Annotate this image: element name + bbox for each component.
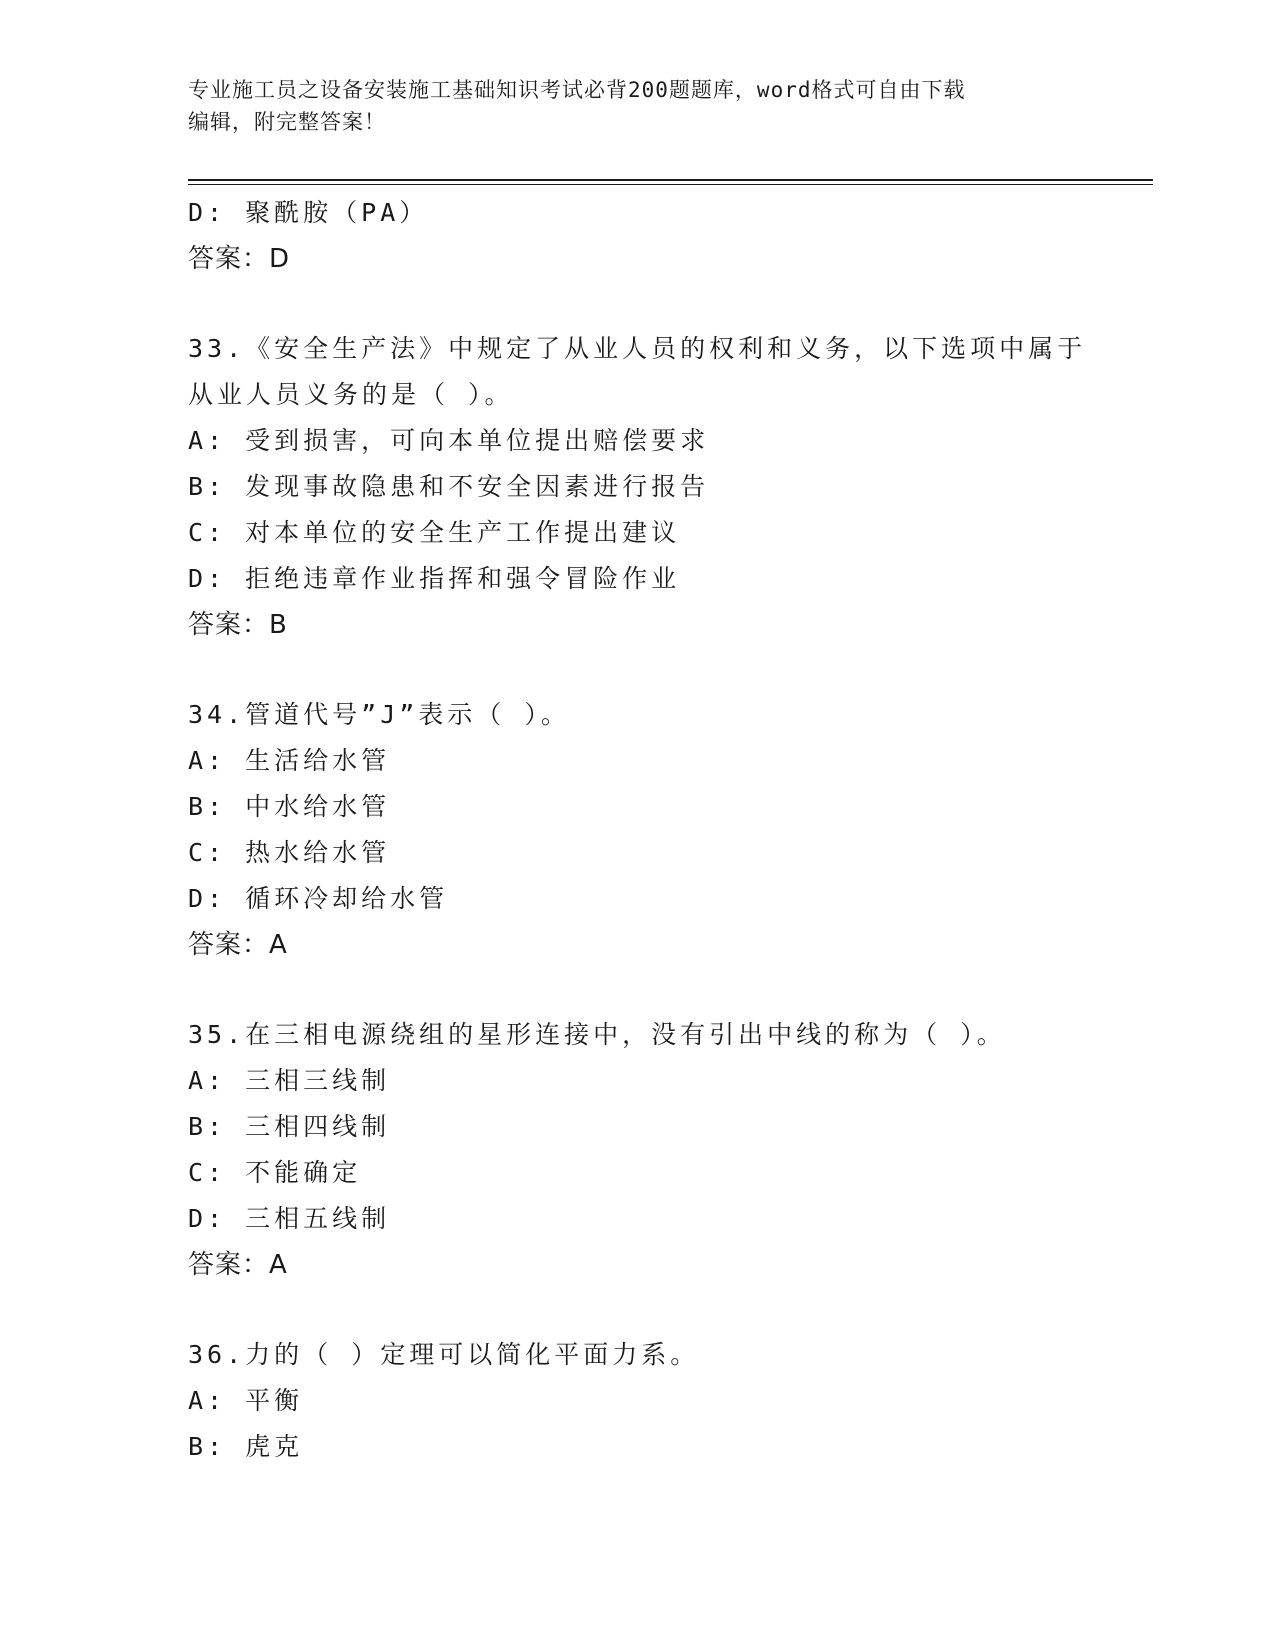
header-line-2: 编辑，附完整答案！ <box>188 110 386 134</box>
option-c: C: 不能确定 <box>188 1158 362 1187</box>
header-divider-thick <box>188 179 1153 181</box>
option-b: B: 发现事故隐患和不安全因素进行报告 <box>188 472 710 501</box>
option-a: A: 平衡 <box>188 1386 304 1415</box>
question-33 <box>188 326 1088 648</box>
question-text: 34.管道代号”J”表示（ ）。 <box>188 700 570 729</box>
option-c: C: 热水给水管 <box>188 838 391 867</box>
question-list <box>188 190 1088 1470</box>
question-text: 36.力的（ ）定理可以简化平面力系。 <box>188 1340 700 1369</box>
option-b: B: 三相四线制 <box>188 1112 391 1141</box>
option-d: D: 聚酰胺（PA） <box>188 198 429 227</box>
option-b: B: 中水给水管 <box>188 792 391 821</box>
lead-question-tail <box>188 190 1088 282</box>
option-d: D: 拒绝违章作业指挥和强令冒险作业 <box>188 564 681 593</box>
question-text: 35.在三相电源绕组的星形连接中，没有引出中线的称为（ ）。 <box>188 1020 1006 1049</box>
question-text: 33.《安全生产法》中规定了从业人员的权利和义务，以下选项中属于 <box>188 334 1087 363</box>
answer-line: 答案：A <box>188 930 288 960</box>
answer-line: 答案：D <box>188 244 291 274</box>
question-35 <box>188 1012 1088 1288</box>
document-header <box>188 74 1088 138</box>
option-a: A: 生活给水管 <box>188 746 391 775</box>
header-line-1: 专业施工员之设备安装施工基础知识考试必背200题题库，word格式可自由下载 <box>188 78 966 102</box>
question-text-continued: 从业人员义务的是（ ）。 <box>188 380 514 409</box>
question-36 <box>188 1332 1088 1470</box>
answer-line: 答案：A <box>188 1250 288 1280</box>
answer-line: 答案：B <box>188 610 288 640</box>
option-a: A: 三相三线制 <box>188 1066 391 1095</box>
option-d: D: 循环冷却给水管 <box>188 884 449 913</box>
header-divider-thin <box>188 184 1153 185</box>
option-b: B: 虎克 <box>188 1432 304 1461</box>
option-d: D: 三相五线制 <box>188 1204 391 1233</box>
option-c: C: 对本单位的安全生产工作提出建议 <box>188 518 681 547</box>
question-34 <box>188 692 1088 968</box>
option-a: A: 受到损害，可向本单位提出赔偿要求 <box>188 426 710 455</box>
